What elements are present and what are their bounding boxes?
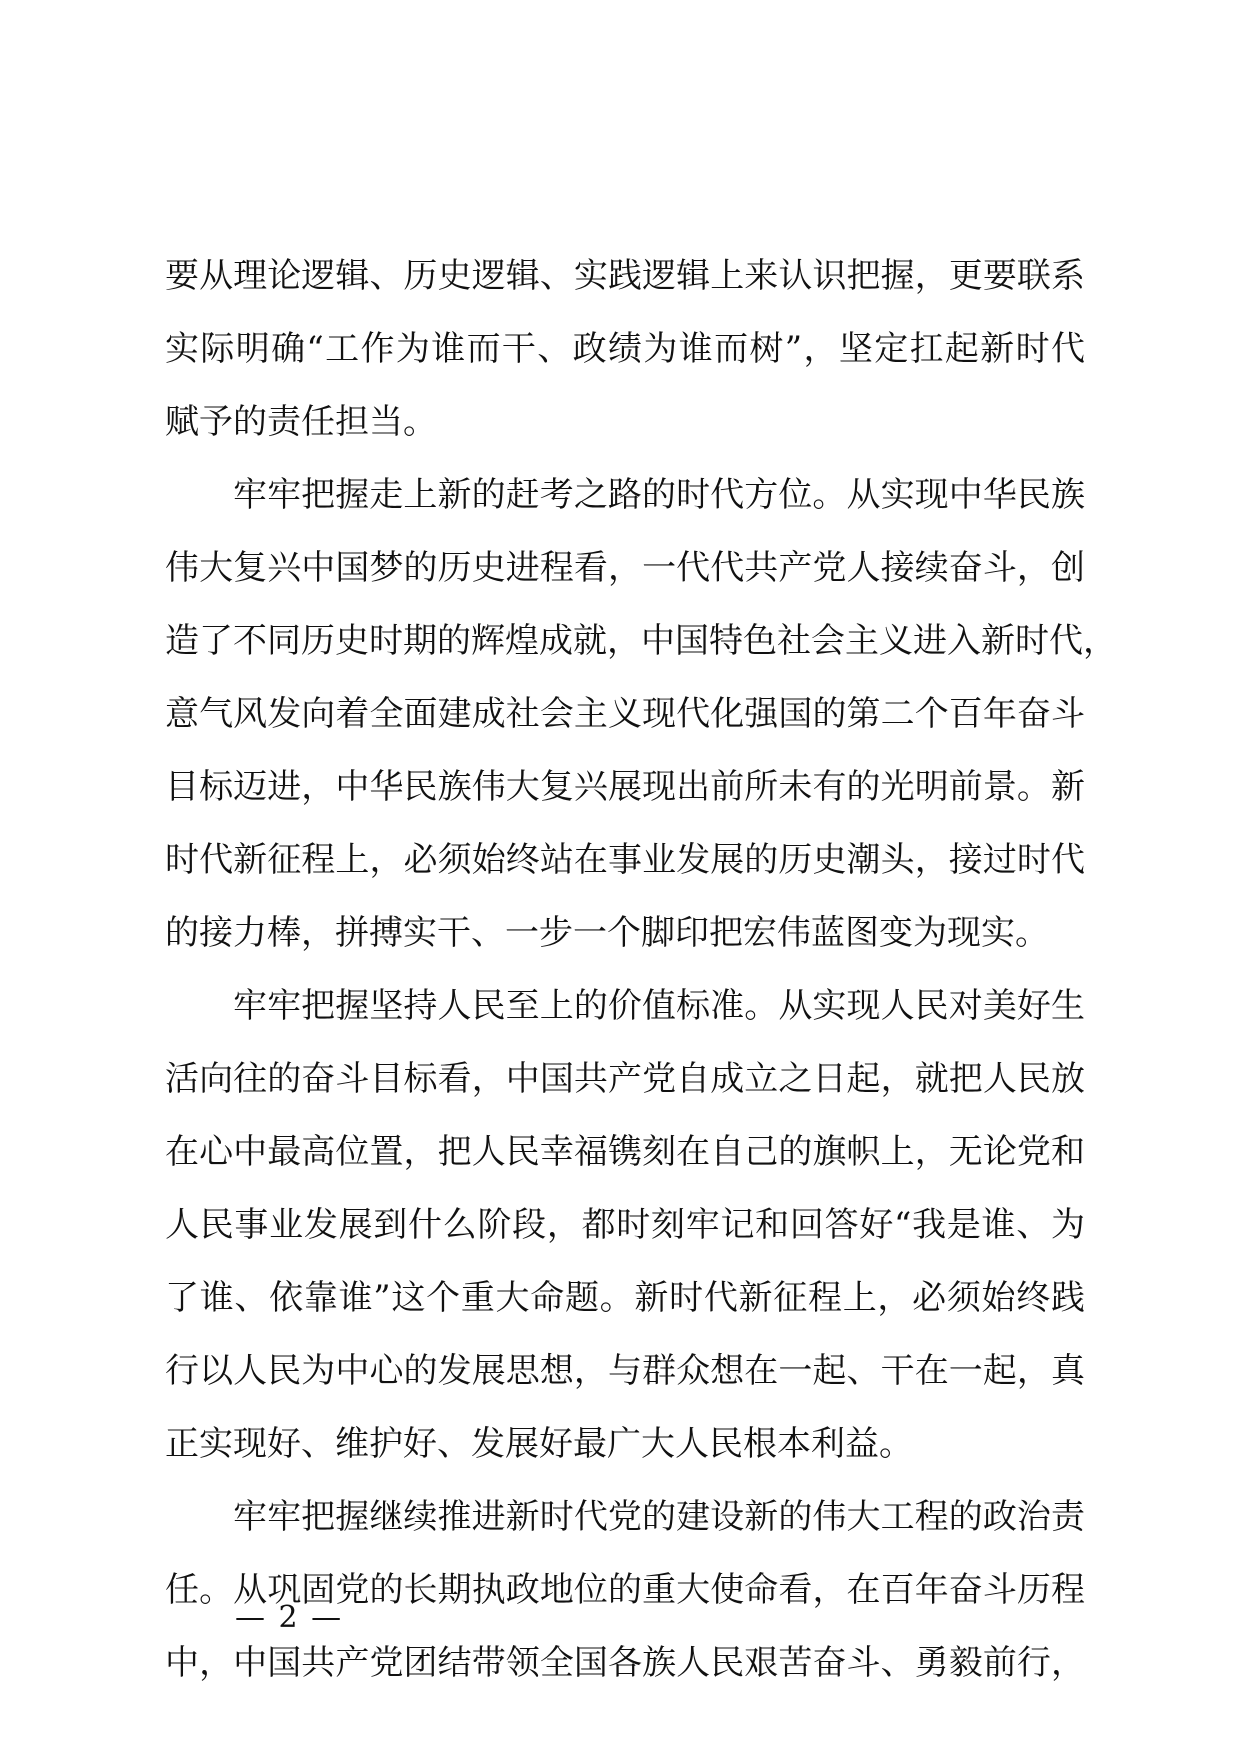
paragraph-2-line-5: 目标迈进，中华民族伟大复兴展现出前所未有的光明前景。新 <box>165 767 1085 807</box>
paragraph-2-line-7: 的接力棒，拼搏实干、一步一个脚印把宏伟蓝图变为现实。 <box>165 913 1049 953</box>
paragraph-3-line-4: 人民事业发展到什么阶段，都时刻牢记和回答好“我是谁、为 <box>165 1205 1085 1245</box>
paragraph-3-line-2: 活向往的奋斗目标看，中国共产党自成立之日起，就把人民放 <box>165 1059 1085 1099</box>
paragraph-4-line-2: 任。从巩固党的长期执政地位的重大使命看，在百年奋斗历程 <box>165 1570 1085 1610</box>
paragraph-4-line-3: 中，中国共产党团结带领全国各族人民艰苦奋斗、勇毅前行， <box>165 1643 1085 1683</box>
paragraph-1-line-2: 实际明确“工作为谁而干、政绩为谁而树”，坚定扛起新时代 <box>165 329 1085 369</box>
paragraph-3-line-3: 在心中最高位置，把人民幸福镌刻在自己的旗帜上，无论党和 <box>165 1132 1085 1172</box>
document-body <box>165 240 1117 1700</box>
paragraph-1-line-3: 赋予的责任担当。 <box>165 402 437 442</box>
paragraph-2-line-6: 时代新征程上，必须始终站在事业发展的历史潮头，接过时代 <box>165 840 1085 880</box>
paragraph-4-line-1: 牢牢把握继续推进新时代党的建设新的伟大工程的政治责 <box>233 1497 1085 1537</box>
paragraph-3-line-1: 牢牢把握坚持人民至上的价值标准。从实现人民对美好生 <box>233 986 1085 1026</box>
page-number: — 2 — <box>235 1600 344 1635</box>
paragraph-2-line-1: 牢牢把握走上新的赶考之路的时代方位。从实现中华民族 <box>233 475 1085 515</box>
paragraph-3-line-7: 正实现好、维护好、发展好最广大人民根本利益。 <box>165 1424 913 1464</box>
paragraph-3-line-5: 了谁、依靠谁”这个重大命题。新时代新征程上，必须始终践 <box>165 1278 1085 1318</box>
paragraph-2-line-3: 造了不同历史时期的辉煌成就，中国特色社会主义进入新时代， <box>165 621 1117 661</box>
paragraph-2-line-4: 意气风发向着全面建成社会主义现代化强国的第二个百年奋斗 <box>165 694 1085 734</box>
paragraph-3-line-6: 行以人民为中心的发展思想，与群众想在一起、干在一起，真 <box>165 1351 1085 1391</box>
paragraph-1-line-1: 要从理论逻辑、历史逻辑、实践逻辑上来认识把握，更要联系 <box>165 256 1085 296</box>
paragraph-2-line-2: 伟大复兴中国梦的历史进程看，一代代共产党人接续奋斗，创 <box>165 548 1085 588</box>
